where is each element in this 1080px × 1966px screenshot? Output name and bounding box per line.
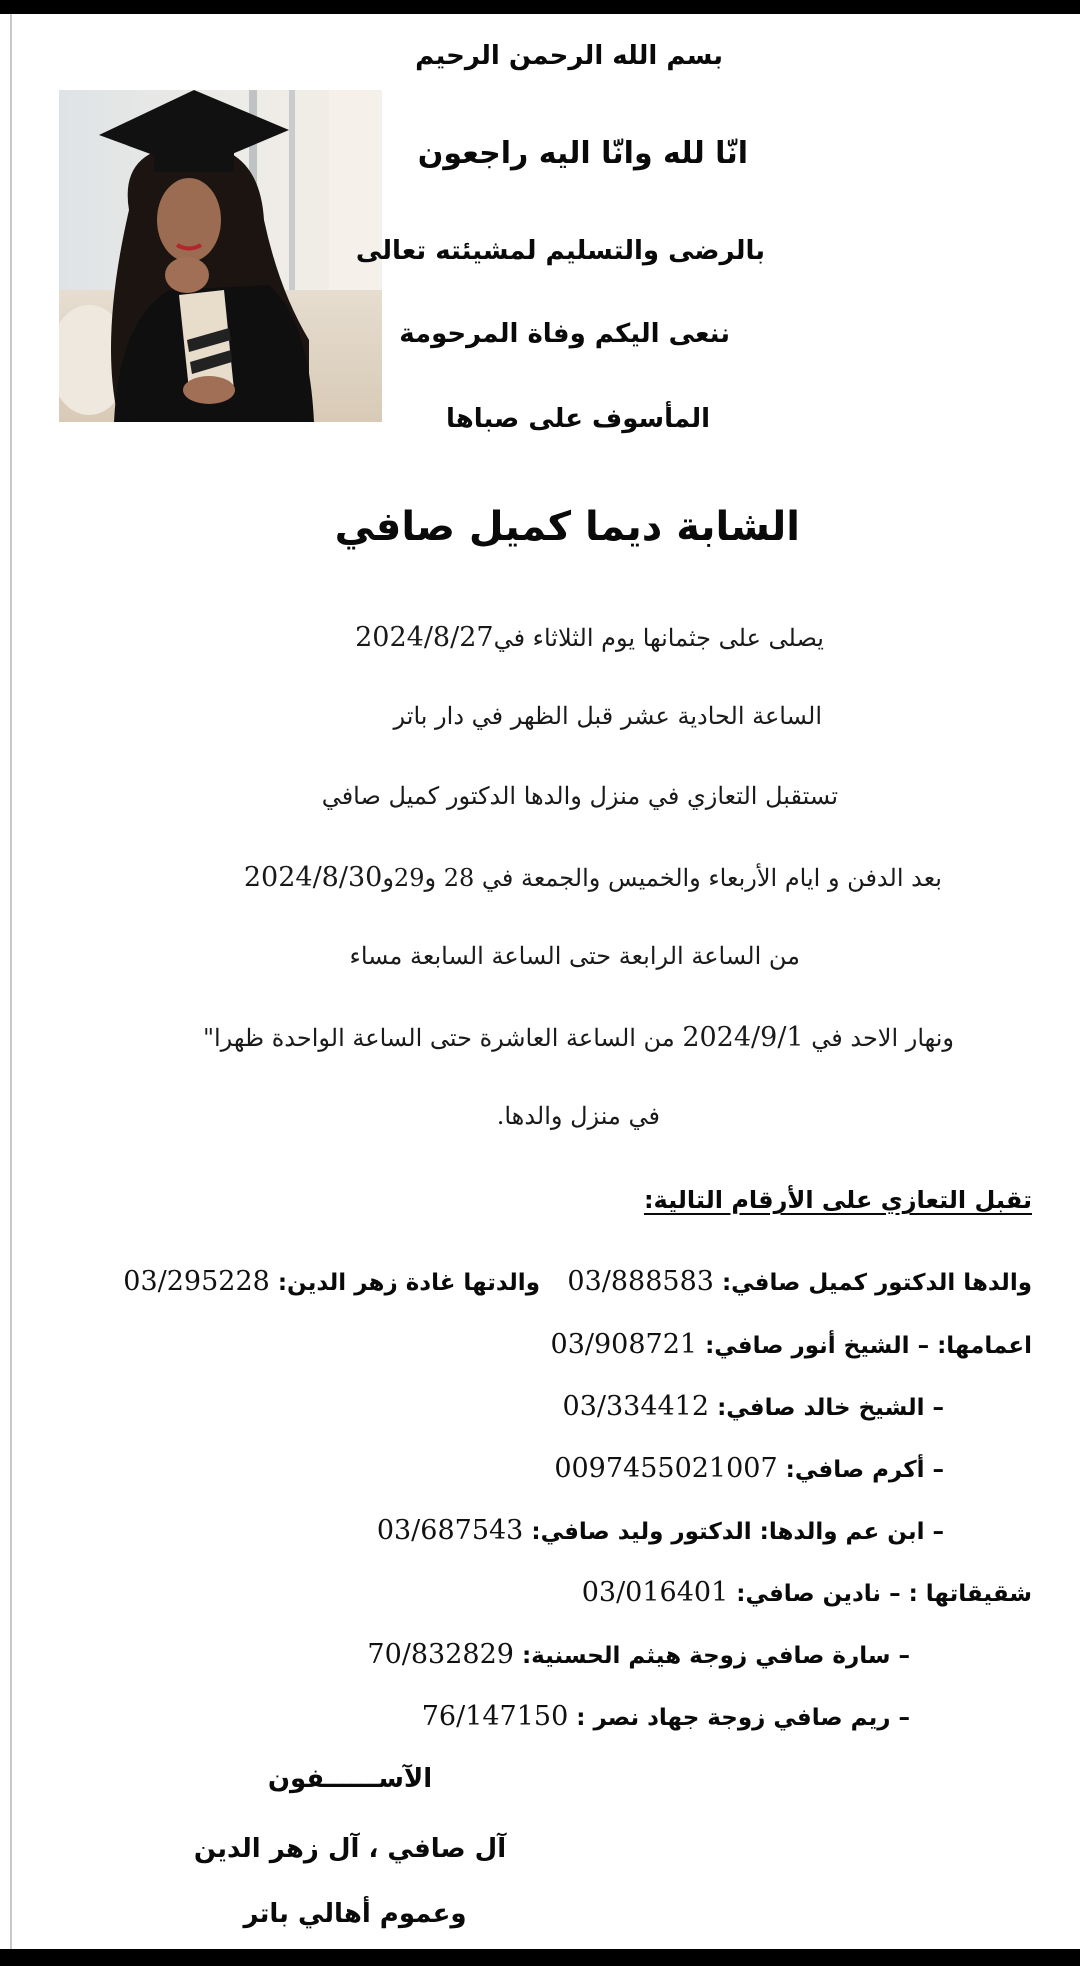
deceased-name: الشابة ديما كميل صافي [334, 504, 800, 550]
condolence-days-line [244, 862, 942, 893]
sister-reem-label: – ريم صافي زوجة جهاد نصر : [576, 1705, 910, 1731]
father-label: والدها الدكتور كميل صافي: [721, 1270, 1032, 1296]
sister-nadine-number: 03/016401 [581, 1577, 729, 1608]
father-number: 03/888583 [567, 1266, 714, 1297]
sunday-text: ونهار الاحد في [811, 1024, 954, 1052]
uncle-akram-number: 0097455021007 [554, 1453, 778, 1484]
acceptance-line: بالرضى والتسليم لمشيئته تعالى [355, 236, 765, 266]
funeral-prayer-text: يصلى على جثمانها يوم الثلاثاء في [493, 624, 824, 652]
contacts-heading: تقبل التعازي على الأرقام التالية: [643, 1186, 1032, 1214]
page-edge [10, 14, 12, 1949]
sister-reem-number: 76/147150 [421, 1701, 569, 1732]
condolence-end-date: 2024/8/30 [243, 862, 383, 893]
sisters-label: شقيقاتها : – نادين صافي: [736, 1581, 1032, 1607]
uncle-anwar-number: 03/908721 [550, 1329, 698, 1360]
sunday-hours: من الساعة العاشرة حتى الساعة الواحدة ظهرا" [202, 1024, 675, 1052]
mother-contact [123, 1266, 540, 1297]
obituary-page [0, 14, 1080, 1949]
sunday-line [203, 1022, 954, 1053]
father-contact [567, 1266, 1032, 1297]
funeral-time-place: الساعة الحادية عشر قبل الظهر في دار باتر [393, 702, 822, 730]
cousin-walid-contact [377, 1515, 944, 1546]
verse-inna-lillah: انّا لله وانّا اليه راجعون [417, 136, 748, 171]
sister-sara-number: 70/832829 [367, 1639, 514, 1670]
sister-sara-label: – سارة صافي زوجة هيثم الحسنية: [521, 1643, 910, 1669]
uncle-khaled-number: 03/334412 [562, 1391, 710, 1422]
deceased-photo [59, 90, 382, 422]
condolence-hours: من الساعة الرابعة حتى الساعة السابعة مساء [349, 942, 800, 970]
condolence-days-text: بعد الدفن و ايام الأربعاء والخميس والجمعة في 28 و29و [382, 864, 942, 892]
cousin-number: 03/687543 [376, 1515, 524, 1546]
basmala: بسم الله الرحمن الرحيم [415, 41, 723, 71]
uncles-label: اعمامها: – الشيخ أنور صافي: [705, 1333, 1032, 1359]
uncle-akram-label: – أكرم صافي: [785, 1457, 944, 1483]
sister-sara-contact [367, 1639, 910, 1670]
uncle-khaled-contact [563, 1391, 944, 1422]
cousin-label: – ابن عم والدها: الدكتور وليد صافي: [531, 1519, 944, 1545]
uncle-akram-contact [554, 1453, 944, 1484]
sunday-date: 2024/9/1 [682, 1022, 804, 1053]
mourning-relatives: وعموم أهالي باتر [243, 1899, 467, 1929]
mourning-families: آل صافي ، آل زهر الدين [193, 1834, 507, 1864]
funeral-prayer-line [355, 622, 824, 653]
mother-label: والدتها غادة زهر الدين: [277, 1270, 540, 1296]
mourners-heading: الآســــــفون [267, 1764, 433, 1794]
uncle-anwar-contact [551, 1329, 1032, 1360]
portrait-image [59, 90, 382, 422]
mother-number: 03/295228 [123, 1266, 270, 1297]
sister-nadine-contact [582, 1577, 1032, 1608]
lamented-line: المأسوف على صباها [445, 404, 710, 434]
uncle-khaled-label: – الشيخ خالد صافي: [717, 1395, 944, 1421]
announce-line: ننعى اليكم وفاة المرحومة [399, 319, 730, 349]
at-father-house: في منزل والدها. [496, 1102, 660, 1130]
sister-reem-contact [422, 1701, 910, 1732]
funeral-date: 2024/8/27 [355, 622, 494, 653]
condolence-location: تستقبل التعازي في منزل والدها الدكتور كميل صافي [321, 782, 838, 810]
